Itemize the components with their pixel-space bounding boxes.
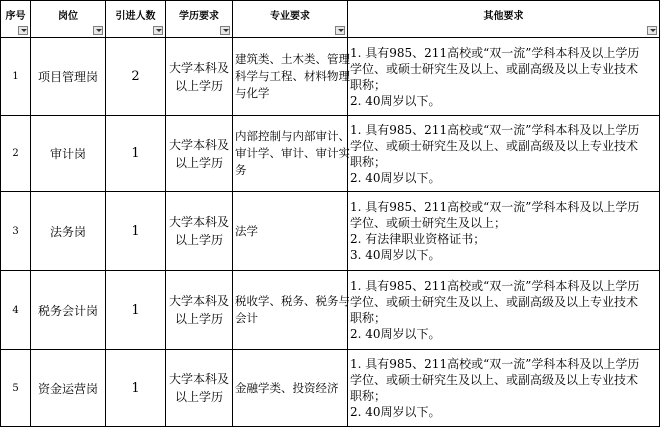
cell-position[interactable]: 资金运营岗 (31, 350, 106, 427)
table-row (1, 350, 660, 427)
header-cell-position: 岗位 (31, 1, 106, 38)
cell-count[interactable]: 1 (106, 192, 166, 271)
cell-count[interactable]: 1 (106, 116, 166, 192)
cell-other[interactable]: 1. 具有985、211高校或“双一流”学科本科及以上学历 学位、或硕士研究生及以上、或副高级及以上专业技术 职称； 2. 40周岁以下。 (348, 116, 660, 192)
header-cell-major: 专业要求 (233, 1, 348, 38)
cell-count[interactable]: 1 (106, 271, 166, 350)
cell-education[interactable]: 大学本科及 以上学历 (166, 350, 233, 427)
cell-no[interactable]: 3 (1, 192, 31, 271)
cell-position[interactable]: 税务会计岗 (31, 271, 106, 350)
filter-dropdown-icon[interactable] (18, 26, 28, 35)
header-cell-education: 学历要求 (166, 1, 233, 38)
cell-no[interactable]: 4 (1, 271, 31, 350)
cell-no[interactable]: 5 (1, 350, 31, 427)
filter-dropdown-icon[interactable] (93, 26, 103, 35)
filter-dropdown-icon[interactable] (335, 26, 345, 35)
cell-major[interactable]: 法学 (233, 192, 348, 271)
table-row (1, 38, 660, 116)
cell-position[interactable]: 项目管理岗 (31, 38, 106, 116)
cell-major[interactable]: 建筑类、土木类、管理 科学与工程、材料物理 与化学 (233, 38, 348, 116)
cell-major[interactable]: 金融学类、投资经济 (233, 350, 348, 427)
cell-major[interactable]: 税收学、税务、税务与 会计 (233, 271, 348, 350)
cell-position[interactable]: 法务岗 (31, 192, 106, 271)
cell-education[interactable]: 大学本科及 以上学历 (166, 116, 233, 192)
cell-count[interactable]: 2 (106, 38, 166, 116)
cell-no[interactable]: 2 (1, 116, 31, 192)
cell-count[interactable]: 1 (106, 350, 166, 427)
header-cell-other: 其他要求 (348, 1, 660, 38)
cell-major[interactable]: 内部控制与内部审计、 审计学、审计、审计实 务 (233, 116, 348, 192)
header-cell-count: 引进人数 (106, 1, 166, 38)
cell-education[interactable]: 大学本科及 以上学历 (166, 271, 233, 350)
table-row (1, 271, 660, 350)
cell-education[interactable]: 大学本科及 以上学历 (166, 38, 233, 116)
cell-other[interactable]: 1. 具有985、211高校或“双一流”学科本科及以上学历 学位、或硕士研究生及以上、或副高级及以上专业技术 职称； 2. 40周岁以下。 (348, 350, 660, 427)
cell-other[interactable]: 1. 具有985、211高校或“双一流”学科本科及以上学历 学位、或硕士研究生及以上； 2. 有法律职业资格证书； 3. 40周岁以下。 (348, 192, 660, 271)
table-row (1, 192, 660, 271)
filter-dropdown-icon[interactable] (220, 26, 230, 35)
filter-dropdown-icon[interactable] (153, 26, 163, 35)
cell-education[interactable]: 大学本科及 以上学历 (166, 192, 233, 271)
header-cell-no: 序号 (1, 1, 31, 38)
cell-no[interactable]: 1 (1, 38, 31, 116)
cell-position[interactable]: 审计岗 (31, 116, 106, 192)
table-row (1, 116, 660, 192)
header-row (1, 1, 660, 38)
filter-dropdown-icon[interactable] (647, 26, 657, 35)
cell-other[interactable]: 1. 具有985、211高校或“双一流”学科本科及以上学历 学位、或硕士研究生及以上、或副高级及以上专业技术 职称； 2. 40周岁以下。 (348, 271, 660, 350)
cell-other[interactable]: 1. 具有985、211高校或“双一流”学科本科及以上学历 学位、或硕士研究生及以上、或副高级及以上专业技术 职称； 2. 40周岁以下。 (348, 38, 660, 116)
